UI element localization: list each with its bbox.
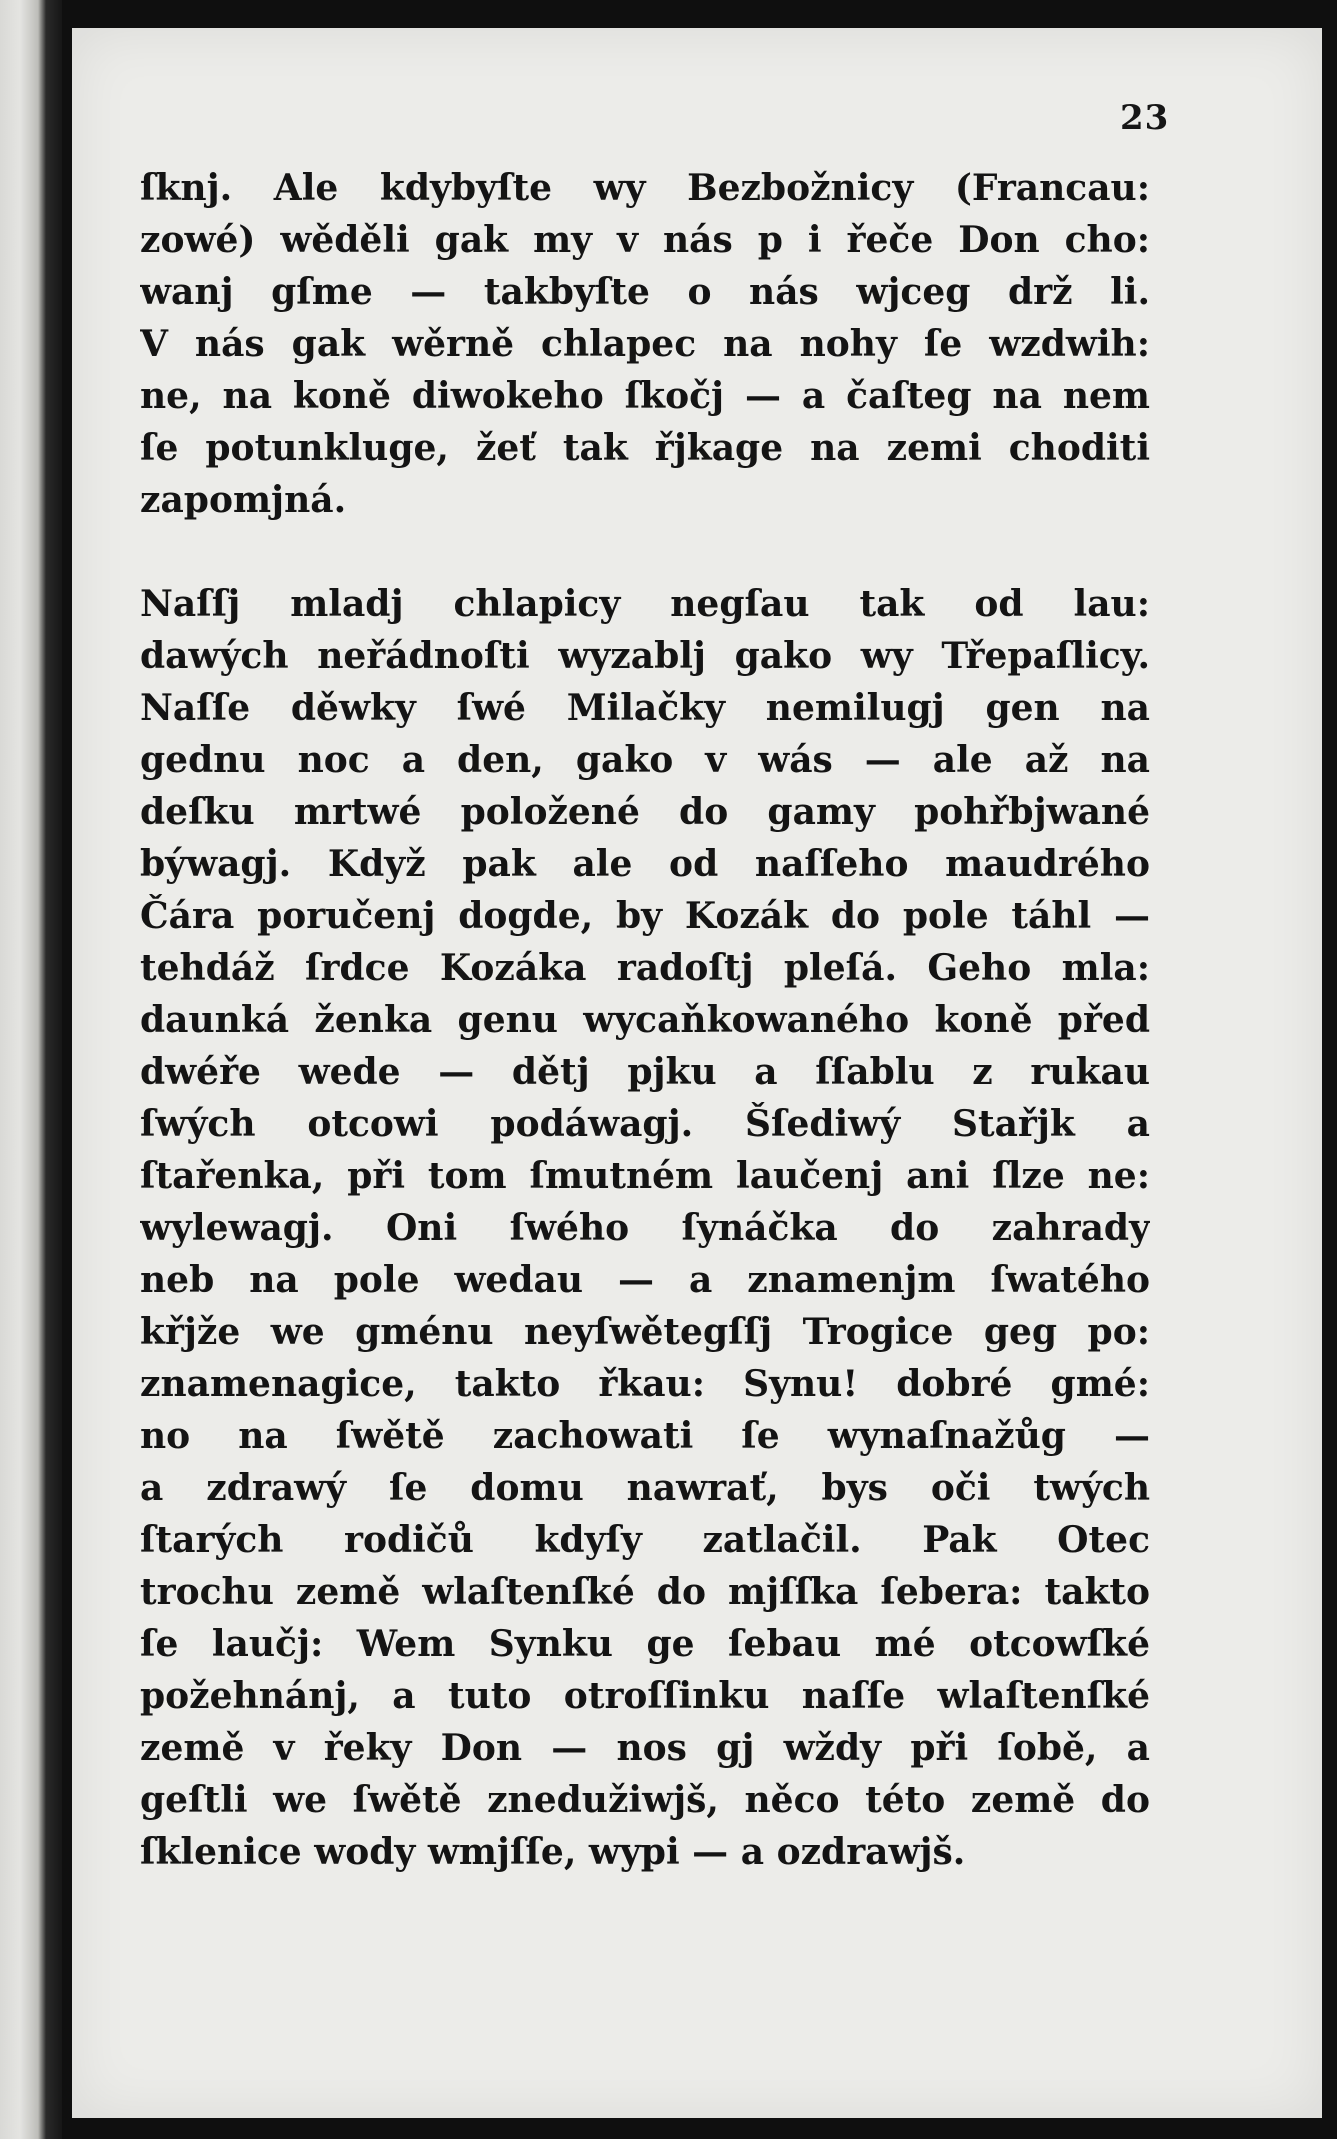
text-line: wylewagj. Oni ſwého ſynáčka do zahrady — [140, 1207, 1150, 1249]
text-line: deſku mrtwé položené do gamy pohřbjwané — [140, 791, 1150, 833]
text-line: a zdrawý ſe domu nawrať, bys oči twých — [140, 1467, 1150, 1509]
paragraph-1 — [140, 162, 1150, 526]
text-line: ſklenice wody wmjſſe, wypi — a ozdrawjš. — [140, 1831, 966, 1873]
text-line: trochu země wlaſtenſké do mjſſka ſebera: takto — [140, 1571, 1150, 1613]
text-line: no na ſwětě zachowati ſe wynaſnažůg — — [140, 1415, 1150, 1457]
text-line: dwéře wede — dětj pjku a ſſablu z rukau — [140, 1051, 1150, 1093]
text-line: ſtařenka, při tom ſmutném laučenj ani ſlze ne: — [140, 1155, 1150, 1197]
text-line: ſtarých rodičů kdyſy zatlačil. Pak Otec — [140, 1519, 1150, 1561]
text-line: znamenagice, takto řkau: Synu! dobré gmé: — [140, 1363, 1150, 1405]
page-text — [140, 162, 1150, 1878]
text-line: ne, na koně diwokeho ſkočj — a čaſteg na nem — [140, 375, 1150, 417]
text-line: V nás gak wěrně chlapec na nohy ſe wzdwih: — [140, 323, 1150, 365]
text-line: zowé) wěděli gak my v nás p i řeče Don cho: — [140, 219, 1150, 261]
text-line: dawých neřádnoſti wyzablj gako wy Třepaſlicy. — [140, 635, 1150, 677]
adjacent-page-edge — [0, 0, 62, 2139]
text-line: křjže we gménu neyſwětegſſj Trogice geg po: — [140, 1311, 1150, 1353]
text-line: ſknj. Ale kdybyſte wy Bezbožnicy (Francau: — [140, 167, 1150, 209]
text-line: wanj gſme — takbyſte o nás wjceg drž li. — [140, 271, 1150, 313]
text-line: neb na pole wedau — a znamenjm ſwatého — [140, 1259, 1150, 1301]
text-line: Čára poručenj dogde, by Kozák do pole táhl — — [140, 895, 1150, 937]
text-line: daunká ženka genu wycaňkowaného koně před — [140, 999, 1150, 1041]
text-line: gednu noc a den, gako v wás — ale až na — [140, 739, 1150, 781]
text-line: ſwých otcowi podáwagj. Šſediwý Stařjk a — [140, 1103, 1150, 1145]
text-line: býwagj. Když pak ale od naſſeho maudrého — [140, 843, 1150, 885]
text-line: tehdáž ſrdce Kozáka radoſtj pleſá. Geho mla: — [140, 947, 1150, 989]
page-number: 23 — [1120, 98, 1170, 138]
text-line: požehnánj, a tuto otroſſinku naſſe wlaſtenſké — [140, 1675, 1150, 1717]
text-line: geſtli we ſwětě znedužiwjš, něco této země do — [140, 1779, 1150, 1821]
text-line: ſe potunkluge, žeť tak řjkage na zemi choditi — [140, 427, 1150, 469]
text-line: Naſſe děwky ſwé Milačky nemilugj gen na — [140, 687, 1150, 729]
text-line: země v řeky Don — nos gj wždy při ſobě, a — [140, 1727, 1150, 1769]
text-line: zapomjná. — [140, 479, 347, 521]
paragraph-2 — [140, 578, 1150, 1878]
text-line: Naſſj mladj chlapicy negſau tak od lau: — [140, 583, 1150, 625]
text-line: ſe laučj: Wem Synku ge ſebau mé otcowſké — [140, 1623, 1150, 1665]
